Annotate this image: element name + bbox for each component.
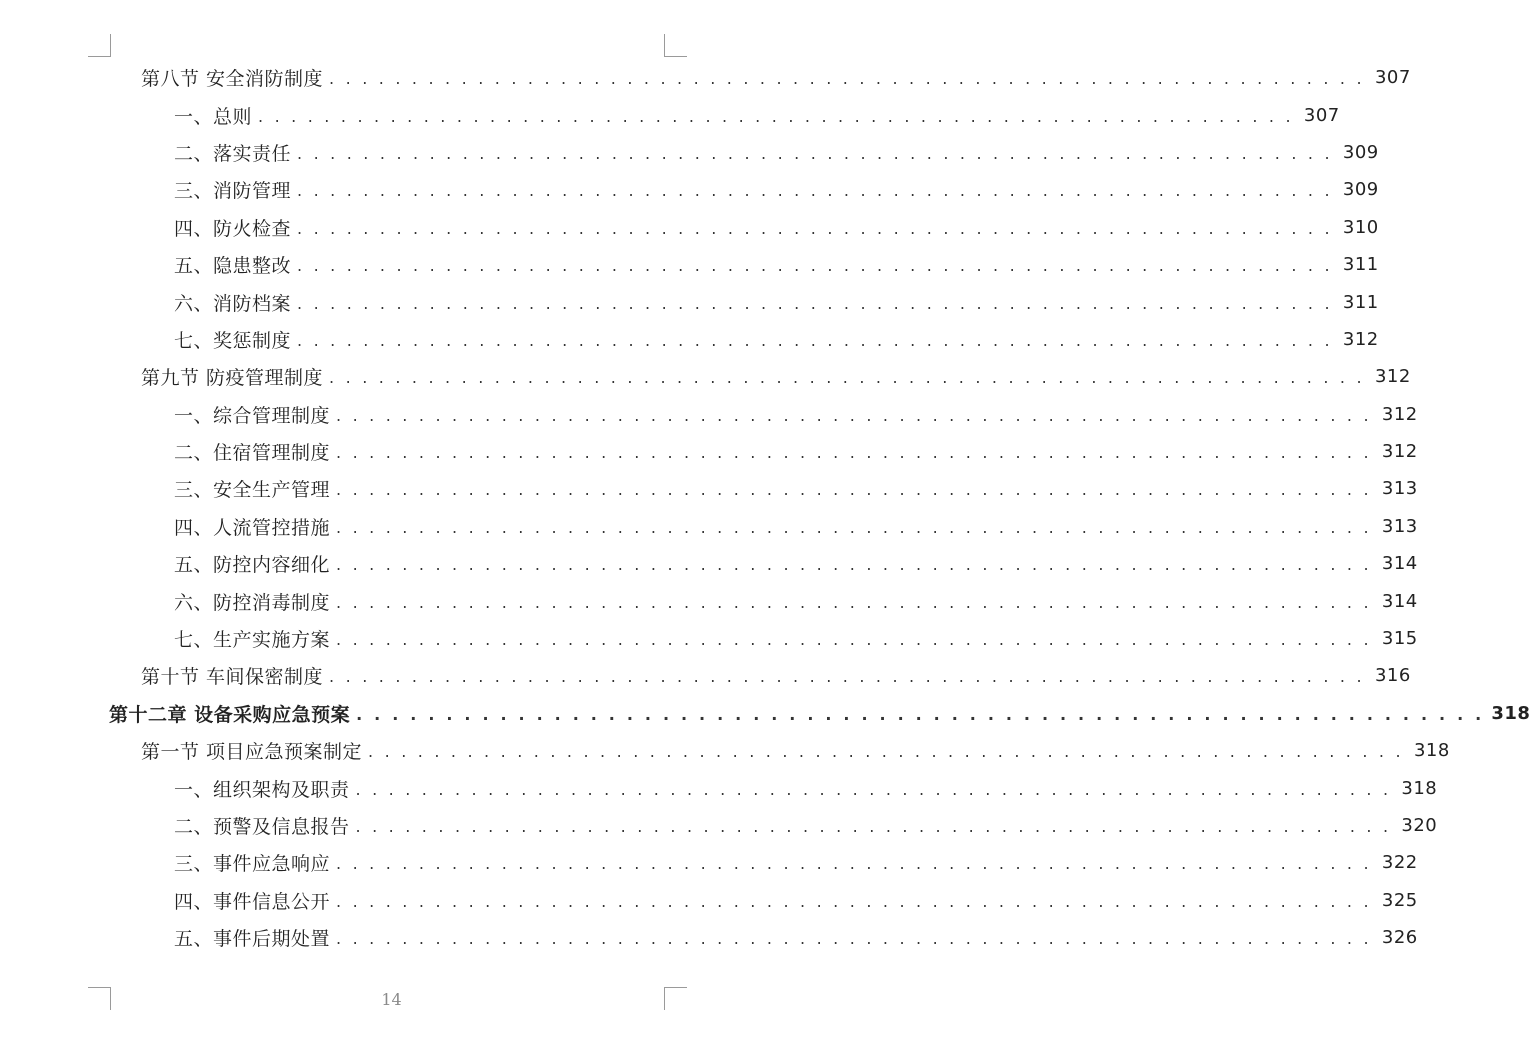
toc-entry-page-number: 318	[1491, 702, 1530, 724]
toc-entry-page-number: 320	[1401, 815, 1438, 836]
toc-entry-label: 三、消防管理	[174, 180, 292, 203]
toc-entry-page-number: 314	[1381, 553, 1418, 575]
toc-entry-item[interactable]	[174, 171, 1379, 208]
toc-entry-section[interactable]	[141, 657, 1411, 694]
crop-mark-top-left	[88, 34, 111, 57]
toc-entry-label: 二、预警及信息报告	[174, 816, 350, 838]
page-number: 14	[381, 990, 402, 1009]
toc-dot-leader: . . . . . . . . . . . . . . . . . . . . . . . . . . . . . . . . . . . . . . . . . . . . . . . . . . . . . . . . . . . . . . .	[297, 218, 1333, 238]
toc-dot-leader: . . . . . . . . . . . . . . . . . . . . . . . . . . . . . . . . . . . . . . . . . . . . . . . . . . . . . . . . . . . . . . .	[336, 517, 1372, 537]
toc-entry-page-number: 314	[1381, 590, 1418, 612]
toc-entry-item[interactable]	[174, 620, 1418, 657]
toc-entry-label: 三、安全生产管理	[174, 479, 331, 502]
toc-entry-item[interactable]	[174, 433, 1418, 470]
toc-entry-label: 六、防控消毒制度	[174, 591, 331, 614]
toc-dot-leader: . . . . . . . . . . . . . . . . . . . . . . . . . . . . . . . . . . . . . . . . . . . . . . . . . . . . . . . . . . . . . . .	[336, 443, 1372, 463]
toc-dot-leader: . . . . . . . . . . . . . . . . . . . . . . . . . . . . . . . . . . . . . . . . . . . . . . . . . . . . . . . . . . . . . . .	[355, 779, 1392, 799]
toc-entry-page-number: 315	[1381, 628, 1418, 650]
toc-entry-label: 五、防控内容细化	[174, 554, 331, 577]
toc-entry-item[interactable]	[174, 396, 1418, 433]
toc-entry-label: 四、人流管控措施	[174, 516, 331, 539]
toc-entry-page-number: 309	[1342, 141, 1379, 163]
toc-entry-page-number: 307	[1303, 104, 1340, 126]
toc-entry-label: 七、奖惩制度	[174, 329, 292, 352]
toc-dot-leader: . . . . . . . . . . . . . . . . . . . . . . . . . . . . . . . . . . . . . . . . . . . . . . . . . . . . . . . . . . . . . . .	[297, 293, 1333, 313]
toc-entry-item[interactable]	[174, 807, 1438, 844]
toc-entry-page-number: 310	[1342, 216, 1379, 238]
toc-entry-item[interactable]	[174, 96, 1340, 133]
toc-entry-label: 五、隐患整改	[174, 255, 292, 278]
toc-dot-leader: . . . . . . . . . . . . . . . . . . . . . . . . . . . . . . . . . . . . . . . . . . . . . . . . . . . . . . . . . . . . . . .	[336, 480, 1372, 500]
toc-entry-label: 第九节 防疫管理制度	[141, 367, 324, 390]
toc-entry-item[interactable]	[174, 882, 1418, 919]
toc-entry-label: 第一节 项目应急预案制定	[141, 741, 363, 764]
toc-dot-leader: . . . . . . . . . . . . . . . . . . . . . . . . . . . . . . . . . . . . . . . . . . . . . . . . . . . . . . . . . . . . . . .	[336, 630, 1372, 650]
toc-entry-label: 四、事件信息公开	[174, 890, 331, 913]
toc-entry-page-number: 309	[1342, 179, 1379, 201]
toc-dot-leader: . . . . . . . . . . . . . . . . . . . . . . . . . . . . . . . . . . . . . . . . . . . . . . . . . . . . . . . . . . . . . . .	[297, 143, 1333, 163]
toc-dot-leader: . . . . . . . . . . . . . . . . . . . . . . . . . . . . . . . . . . . . . . . . . . . . . . . . . . . . . . . . . . . . . . .	[336, 405, 1372, 425]
table-of-contents	[0, 59, 1530, 956]
toc-dot-leader: . . . . . . . . . . . . . . . . . . . . . . . . . . . . . . . . . . . . . . . . . . . . . . . . . . . . . . . . . . . . . . .	[297, 256, 1333, 276]
toc-dot-leader: . . . . . . . . . . . . . . . . . . . . . . . . . . . . . . . . . . . . . . . . . . . . . . . . . . . . . . . . . . . . . . .	[336, 929, 1372, 949]
toc-dot-leader: . . . . . . . . . . . . . . . . . . . . . . . . . . . . . . . . . . . . . . . . . . . . . . . . . . . . . . . . . . . . . . .	[297, 181, 1333, 201]
toc-entry-item[interactable]	[174, 283, 1379, 320]
toc-entry-label: 七、生产实施方案	[174, 629, 331, 652]
toc-entry-chapter[interactable]	[109, 695, 1530, 732]
toc-entry-page-number: 325	[1381, 889, 1418, 911]
toc-entry-label: 四、防火检查	[174, 217, 292, 240]
toc-dot-leader: . . . . . . . . . . . . . . . . . . . . . . . . . . . . . . . . . . . . . . . . . . . . . . . . . . . . . . . . . . . . . . .	[355, 817, 1392, 836]
toc-entry-page-number: 312	[1381, 403, 1418, 425]
toc-entry-section[interactable]	[141, 59, 1411, 96]
toc-entry-page-number: 307	[1374, 67, 1411, 89]
toc-dot-leader: . . . . . . . . . . . . . . . . . . . . . . . . . . . . . . . . . . . . . . . . . . . . . . . . . . . . . . . . . . . . . . .	[336, 854, 1372, 874]
toc-dot-leader: . . . . . . . . . . . . . . . . . . . . . . . . . . . . . . . . . . . . . . . . . . . . . . . . . . . . . . . . . . . . . . .	[297, 330, 1333, 350]
toc-entry-item[interactable]	[174, 545, 1418, 582]
toc-entry-label: 一、综合管理制度	[174, 404, 331, 427]
toc-entry-item[interactable]	[174, 470, 1418, 507]
toc-dot-leader: . . . . . . . . . . . . . . . . . . . . . . . . . . . . . . . . . . . . . . . . . . . . . . . . . . . . . . . . . . . . . . .	[329, 69, 1365, 89]
toc-entry-label: 三、事件应急响应	[174, 853, 331, 876]
toc-entry-section[interactable]	[141, 358, 1411, 395]
toc-dot-leader: . . . . . . . . . . . . . . . . . . . . . . . . . . . . . . . . . . . . . . . . . . . . . . . . . . . . . . . . . . . . . . .	[336, 555, 1372, 575]
toc-dot-leader: . . . . . . . . . . . . . . . . . . . . . . . . . . . . . . . . . . . . . . . . . . . . . . . . . . . . . . . . . . . . . . .	[329, 368, 1365, 388]
toc-entry-label: 第十二章 设备采购应急预案	[109, 703, 351, 726]
toc-entry-page-number: 311	[1342, 254, 1379, 276]
toc-entry-page-number: 318	[1401, 777, 1438, 799]
toc-entry-item[interactable]	[174, 769, 1438, 806]
toc-entry-page-number: 318	[1413, 740, 1450, 762]
toc-entry-label: 六、消防档案	[174, 292, 292, 315]
toc-entry-item[interactable]	[174, 209, 1379, 246]
toc-entry-page-number: 311	[1342, 291, 1379, 313]
toc-entry-label: 二、住宿管理制度	[174, 442, 331, 465]
toc-entry-label: 第十节 车间保密制度	[141, 666, 324, 689]
toc-dot-leader: . . . . . . . . . . . . . . . . . . . . . . . . . . . . . . . . . . . . . . . . . . . . . . . . . . . . . . . . . . . . . . .	[356, 704, 1485, 724]
toc-entry-label: 一、总则	[174, 105, 253, 128]
toc-entry-page-number: 313	[1381, 478, 1418, 500]
toc-entry-item[interactable]	[174, 582, 1418, 619]
toc-entry-label: 一、组织架构及职责	[174, 778, 350, 801]
crop-mark-top-right	[664, 34, 687, 57]
toc-dot-leader: . . . . . . . . . . . . . . . . . . . . . . . . . . . . . . . . . . . . . . . . . . . . . . . . . . . . . . . . . . . . . . .	[258, 106, 1294, 126]
toc-entry-item[interactable]	[174, 508, 1418, 545]
toc-entry-page-number: 326	[1381, 927, 1418, 949]
toc-entry-page-number: 312	[1374, 366, 1411, 388]
toc-dot-leader: . . . . . . . . . . . . . . . . . . . . . . . . . . . . . . . . . . . . . . . . . . . . . . . . . . . . . . . . . . . . . . .	[368, 742, 1404, 762]
toc-entry-label: 五、事件后期处置	[174, 928, 331, 951]
toc-dot-leader: . . . . . . . . . . . . . . . . . . . . . . . . . . . . . . . . . . . . . . . . . . . . . . . . . . . . . . . . . . . . . . .	[329, 667, 1365, 687]
toc-entry-page-number: 316	[1374, 665, 1411, 687]
toc-entry-page-number: 312	[1381, 441, 1418, 463]
toc-entry-page-number: 322	[1381, 852, 1418, 874]
toc-entry-label: 二、落实责任	[174, 142, 292, 165]
toc-entry-page-number: 313	[1381, 515, 1418, 537]
toc-entry-item[interactable]	[174, 844, 1418, 881]
toc-entry-section[interactable]	[141, 732, 1450, 769]
toc-entry-page-number: 312	[1342, 328, 1379, 350]
toc-dot-leader: . . . . . . . . . . . . . . . . . . . . . . . . . . . . . . . . . . . . . . . . . . . . . . . . . . . . . . . . . . . . . . .	[336, 891, 1372, 911]
toc-dot-leader: . . . . . . . . . . . . . . . . . . . . . . . . . . . . . . . . . . . . . . . . . . . . . . . . . . . . . . . . . . . . . . .	[336, 592, 1372, 612]
toc-entry-item[interactable]	[174, 246, 1379, 283]
toc-entry-item[interactable]	[174, 321, 1379, 358]
toc-entry-item[interactable]	[174, 919, 1418, 956]
toc-entry-item[interactable]	[174, 134, 1379, 171]
toc-entry-label: 第八节 安全消防制度	[141, 68, 324, 91]
